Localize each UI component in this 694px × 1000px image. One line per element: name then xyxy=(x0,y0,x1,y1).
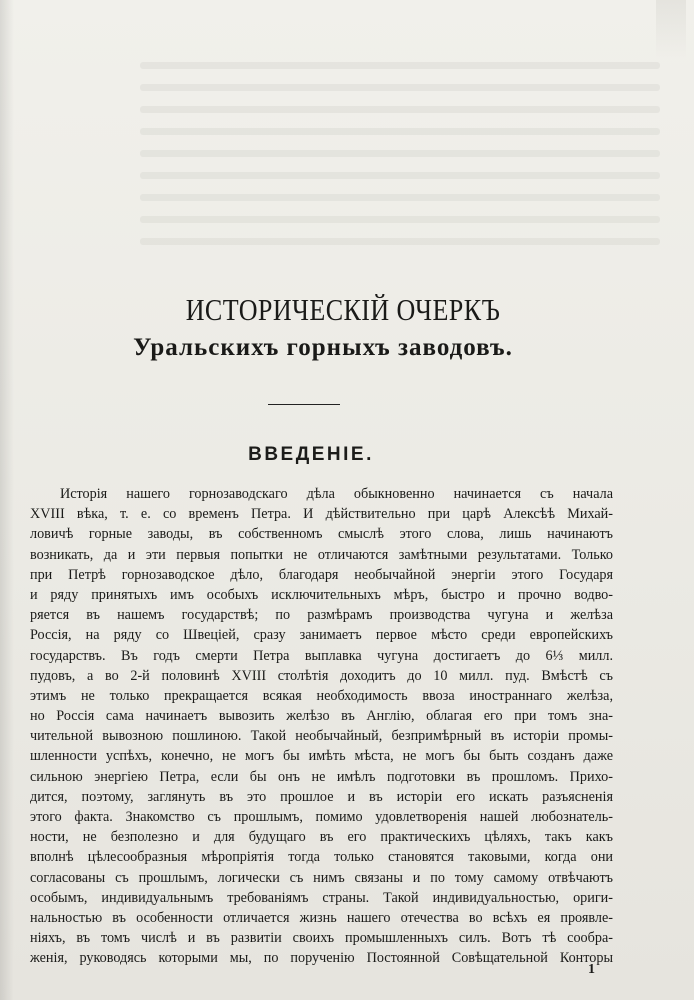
text-line: нальностью въ особенности отличается жизнь нашего отечества во всѣхъ ея проявле- xyxy=(30,909,613,926)
text-line: и ряду принятыхъ имъ особыхъ исключительныхъ мѣръ, быстро и прочно водво- xyxy=(30,586,613,603)
text-line: согласованы съ прошлымъ, логически съ нимъ связаны и по тому самому отвѣчаютъ xyxy=(30,869,613,886)
text-line: при Петрѣ горнозаводское дѣло, благодаря необычайной энергіи этого Государя xyxy=(30,566,613,583)
bleed-through-line xyxy=(140,194,660,201)
body-paragraph xyxy=(30,484,613,969)
text-line: XVIII вѣка, т. е. со временъ Петра. И дѣйствительно при царѣ Алексѣѣ Михай- xyxy=(30,506,613,523)
text-line: этимъ не только прекращается всякая необходимость ввоза иностраннаго желѣза, xyxy=(30,687,613,704)
bleed-through-line xyxy=(140,84,660,91)
text-line: чительной вывозною пошлиною. Такой необычайный, безпримѣрный въ исторіи промы- xyxy=(30,728,613,745)
text-line: ности, не безполезно и для будущаго въ его практическихъ цѣляхъ, такъ какъ xyxy=(30,829,613,846)
page-number: 1 xyxy=(588,962,595,977)
bleed-through-line xyxy=(140,106,660,113)
text-line: но Россія сама начинаетъ вывозить желѣзо въ Англію, облагая его при томъ зна- xyxy=(30,708,613,725)
bleed-through-line xyxy=(140,150,660,157)
text-line: особымъ, индивидуальнымъ требованіямъ страны. Такой индивидуальностью, ориги- xyxy=(30,889,613,906)
text-line: вполнѣ цѣлесообразныя мѣропріятія тогда только становятся таковыми, когда они xyxy=(30,849,613,866)
page-edge-shadow xyxy=(656,0,686,60)
text-line: пудовъ, а во 2-й половинѣ XVIII столѣтія доходитъ до 10 милл. пуд. Вмѣстѣ съ xyxy=(30,667,613,684)
text-line: сильною энергіею Петра, если бы онъ не имѣлъ подготовки въ прошломъ. Прихо- xyxy=(30,768,613,785)
bleed-through-line xyxy=(140,172,660,179)
document-subtitle: Уральскихъ горныхъ заводовъ. xyxy=(133,334,513,361)
bleed-through-line xyxy=(140,128,660,135)
bleed-through-line xyxy=(140,62,660,69)
text-line: шленности успѣхъ, конечно, не могъ бы имѣть мѣста, не могъ бы быть созданъ даже xyxy=(30,748,613,765)
text-line: возникать, да и эти первыя попытки не отличаются замѣтными результатами. Только xyxy=(30,546,613,563)
text-line: ловичѣ горные заводы, въ собственномъ смыслѣ этого слова, лишь начинаютъ xyxy=(30,526,613,543)
text-line: женія, руководясь которыми мы, по порученію Постоянной Совѣщательной Конторы xyxy=(30,950,613,967)
text-line: ряется въ нашемъ государствѣ; по размѣрамъ производства чугуна и желѣза xyxy=(30,607,613,624)
text-line: Исторія нашего горнозаводскаго дѣла обыкновенно начинается съ начала xyxy=(60,486,613,502)
text-line: этого факта. Знакомство съ прошлымъ, помимо удовлетворенія нашей любознатель- xyxy=(30,809,613,825)
text-line: государствъ. Въ годъ смерти Петра выплавка чугуна достигаетъ до 6⅓ милл. xyxy=(30,647,613,664)
text-line: ніяхъ, въ томъ числѣ и въ развитіи своихъ промышленныхъ силъ. Вотъ тѣ сообра- xyxy=(30,930,613,947)
text-line: дится, поэтому, заглянуть въ это прошлое и въ исторіи его искать разъясненія xyxy=(30,788,613,805)
bleed-through-line xyxy=(140,238,660,245)
section-heading: ВВЕДЕНІЕ. xyxy=(248,444,374,465)
document-title: ИСТОРИЧЕСКІЙ ОЧЕРКЪ xyxy=(185,292,501,327)
title-divider xyxy=(268,404,340,405)
text-line: Россія, на ряду со Швеціей, сразу занимаетъ первое мѣсто среди европейскихъ xyxy=(30,627,613,644)
bleed-through-line xyxy=(140,216,660,223)
